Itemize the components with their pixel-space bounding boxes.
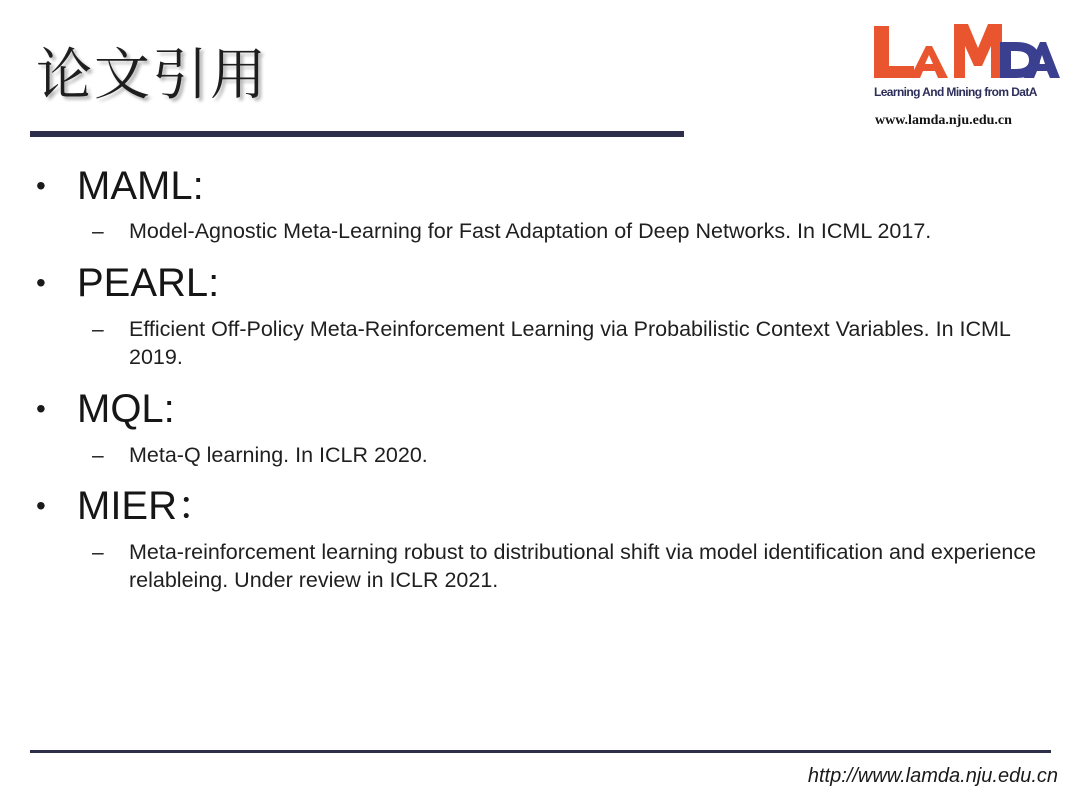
bullet-marker: •	[36, 393, 46, 424]
footer-divider	[30, 750, 1051, 753]
logo-url: www.lamda.nju.edu.cn	[875, 113, 1012, 128]
paper-label-maml: MAML:	[77, 164, 204, 208]
slide-title: 论文引用	[36, 43, 268, 108]
logo-tagline: Learning And Mining from DatA	[874, 85, 1037, 99]
paper-citation-maml: Model-Agnostic Meta-Learning for Fast Adaptation of Deep Networks. In ICML 2017.	[129, 219, 932, 243]
sub-bullet-dash: –	[92, 318, 104, 341]
sub-bullet-dash: –	[92, 220, 104, 243]
bullet-marker: •	[36, 170, 46, 201]
bullet-marker: •	[36, 267, 46, 298]
paper-citation-mier: Meta-reinforcement learning robust to distributional shift via model identification and experience relableing. Under review in ICLR 2021.	[129, 540, 1037, 592]
sub-bullet-dash: –	[92, 444, 104, 467]
paper-citation-pearl: Efficient Off-Policy Meta-Reinforcement Learning via Probabilistic Context Variables. In ICML 2019.	[129, 317, 1011, 369]
paper-label-mier: MIER：	[77, 484, 217, 528]
paper-label-pearl: PEARL:	[77, 261, 220, 305]
paper-citation-mql: Meta-Q learning. In ICLR 2020.	[129, 443, 428, 467]
footer-url: http://www.lamda.nju.edu.cn	[807, 765, 1058, 787]
bullet-marker: •	[36, 490, 46, 521]
sub-bullet-dash: –	[92, 541, 104, 564]
paper-label-mql: MQL:	[77, 387, 175, 431]
